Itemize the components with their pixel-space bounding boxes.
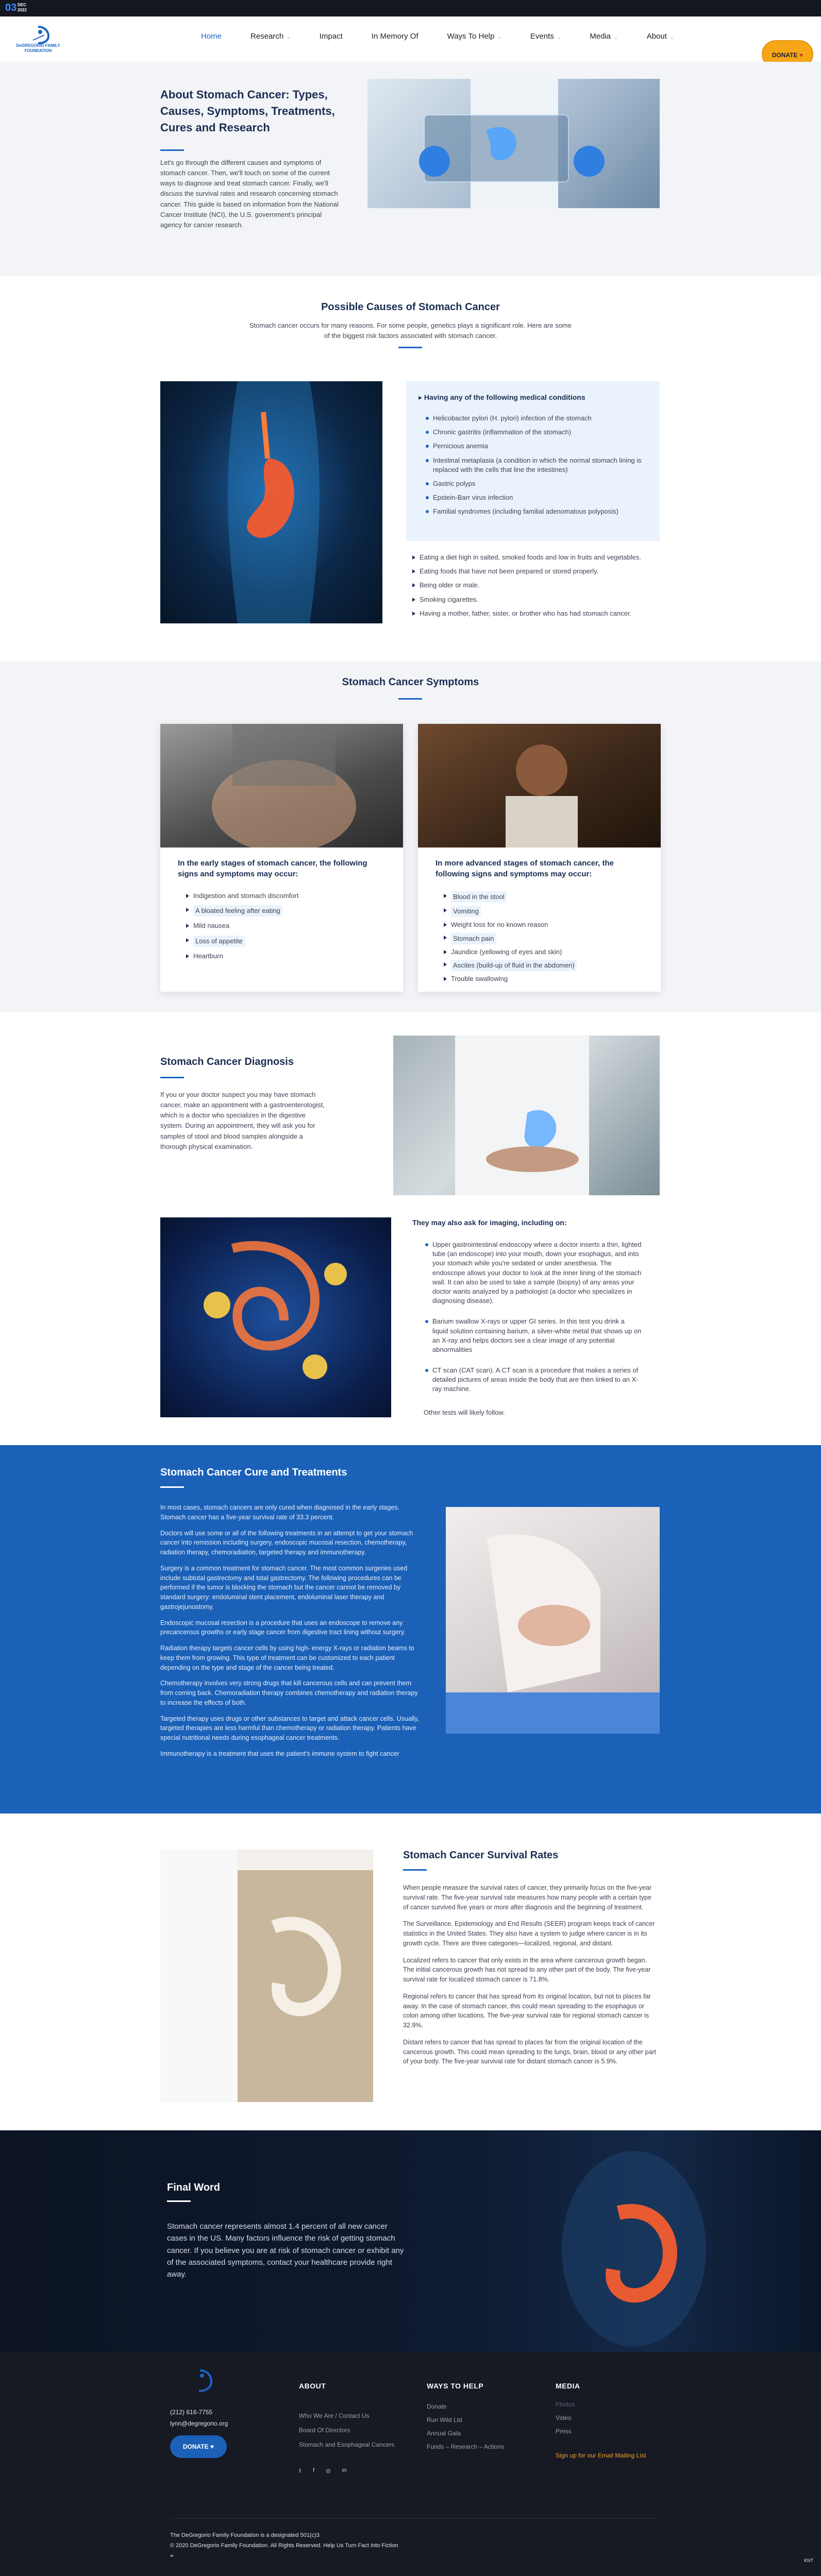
logo-text: DeGREGORIO FAMILY FOUNDATION <box>16 43 60 53</box>
hero-title-rule <box>160 149 184 151</box>
top-date-bar <box>0 0 821 16</box>
list-item <box>186 905 382 917</box>
late-symptoms-heading: In more advanced stages of stomach cancer, the following signs and symptoms may occur: <box>435 859 614 878</box>
footer-email[interactable]: lynn@degregorio.org <box>170 2420 228 2427</box>
list-item <box>186 921 382 930</box>
chevron-down-icon: ⌄ <box>614 35 618 40</box>
doctor-hologram-icon <box>393 1036 660 1195</box>
symptom-text: Mild nausea <box>193 922 230 930</box>
treatment-text <box>160 1503 421 1759</box>
symptoms-section <box>0 661 821 1012</box>
doctor-tablet-illustration-icon <box>367 79 660 208</box>
early-symptoms-card <box>160 724 403 992</box>
footer-link[interactable]: Donate <box>427 2403 447 2410</box>
symptom-text: Loss of appetite <box>193 936 245 947</box>
treatment-paragraph: Targeted therapy uses drugs or other substances to target and attack cancer cells. Usually, targeted therapies are less harmful than chemotherapy or radiation therapy. Patients have special nutritional needs during esophageal cancer treatments. <box>160 1715 420 1741</box>
woman-abdominal-pain-icon <box>446 1507 660 1734</box>
list-item: Gastric polyps <box>426 479 642 488</box>
list-item <box>186 952 382 961</box>
footer-donate-label: DONATE <box>182 2443 209 2450</box>
list-item: Eating a diet high in salted, smoked foods and low in fruits and vegetables. <box>412 553 660 562</box>
symptom-text: Vomiting <box>451 906 481 917</box>
footer-corner-badge: KNT <box>804 2558 813 2563</box>
hero-doctor-image <box>367 79 660 208</box>
date-year: 2022 <box>18 8 27 12</box>
abdominal-pain-image <box>446 1507 660 1734</box>
treatment-paragraph: Immunotherapy is a treatment that uses the patient's immune system to fight cancer <box>160 1750 399 1757</box>
survival-title: Stomach Cancer Survival Rates <box>403 1850 559 1861</box>
treatment-paragraph: Doctors will use some or all of the following treatments in an attempt to get your stomach cancer into remission including surgery, endoscopic mucosal resection, chemotherapy, radiation therapy, chemoradiation, targeted therapy and immunotherapy. <box>160 1529 413 1556</box>
treatment-paragraph: In most cases, stomach cancers are only cured when diagnosed in the early stages. Stomach cancer has a five-year survival rate of 33.3 percent. <box>160 1504 400 1521</box>
list-item: Upper gastrointestinal endoscopy where a doctor inserts a thin, lighted tube (an endoscope) into your mouth, down your esophagus, and into your stomach while you're sedated or under anesthesia. The endoscope allows your doctor to look at the inner lining of the stomach wall. It can also be used to take a sample (biopsy) of any areas your doctor wants analyzed by a pathologist (a doctor who specializes in diagnosing disease). <box>425 1240 642 1306</box>
body-scan-illustration-icon <box>160 381 382 623</box>
treatment-paragraph: Surgery is a common treatment for stomach cancer. The most common surgeries used include subtotal gastrectomy and total gastrectomy. The following procedures can be performed if the tumor is blocking the stomach but the cancer cannot be removed by standard surgery: endoluminal stent placement, endoluminal laser therapy and gastrojejunostomy. <box>160 1564 408 1611</box>
early-symptoms-list <box>186 891 382 965</box>
linkedin-icon[interactable]: in <box>342 2467 347 2473</box>
survival-text <box>403 1883 658 2066</box>
causes-rule <box>398 347 422 348</box>
nav-media-label: Media <box>590 32 611 41</box>
list-item: Helicobacter pylori (H. pylori) infection of the stomach <box>426 414 642 423</box>
footer-legal-501c3: The DeGregorio Family Foundation is a designated 501(c)3 <box>170 2532 320 2538</box>
twitter-icon[interactable]: 𝕥 <box>299 2468 302 2474</box>
footer-media-title: MEDIA <box>556 2382 580 2390</box>
diagnosis-body: If you or your doctor suspect you may have stomach cancer, make an appointment with a gastroenterologist, which is a doctor who specializes in the digestive system. During an appointment, they will ask you for samples of stool and blood samples alongside a thorough physical examination. <box>160 1091 325 1150</box>
facebook-icon[interactable]: f <box>313 2467 315 2473</box>
person-holding-stomach-icon <box>160 724 403 848</box>
imaging-footer: Other tests will likely follow. <box>424 1409 505 1416</box>
symptom-text: Weight loss for no known reason <box>451 921 548 929</box>
nav-about-label: About <box>646 32 667 41</box>
footer-link[interactable]: Board Of Directors <box>299 2427 350 2434</box>
symptom-text: Stomach pain <box>451 933 496 944</box>
conditions-list <box>426 414 642 521</box>
list-item <box>444 933 640 944</box>
nav-events-label: Events <box>530 32 554 41</box>
list-item: Being older or male. <box>412 581 660 590</box>
survival-rule <box>403 1869 427 1871</box>
date-month: DEC <box>18 3 26 7</box>
instagram-icon[interactable]: ◎ <box>326 2468 331 2474</box>
site-footer <box>0 2352 821 2576</box>
footer-link[interactable]: Stomach and Esophageal Cancers <box>299 2441 395 2448</box>
final-word-title: Final Word <box>167 2182 220 2193</box>
nav-home-label: Home <box>201 32 222 41</box>
footer-link[interactable]: Funds – Research – Actions <box>427 2443 505 2450</box>
nav-home[interactable] <box>201 32 222 47</box>
symptom-text: Indigestion and stomach discomfort <box>193 892 299 900</box>
footer-donate-button[interactable] <box>170 2435 227 2458</box>
list-item: Having a mother, father, sister, or brother who has had stomach cancer. <box>412 609 660 618</box>
list-item: Familial syndromes (including familial adenomatous polyposis) <box>426 507 642 516</box>
footer-about-title: ABOUT <box>299 2382 326 2390</box>
symptom-text: Ascites (build-up of fluid in the abdomen) <box>451 960 577 971</box>
nav-ways-label: Ways To Help <box>447 32 495 41</box>
symptom-text: Blood in the stool <box>451 891 507 903</box>
nav-media[interactable] <box>590 32 617 47</box>
nav-impact[interactable] <box>320 32 343 47</box>
conditions-box-title <box>418 393 585 402</box>
causes-intro: Stomach cancer occurs for many reasons. For some people, genetics plays a significant role. Here are some of the biggest risk factors associated with stomach cancer. <box>249 321 572 340</box>
imaging-list <box>425 1240 642 1405</box>
symptom-text: Jaundice (yellowing of eyes and skin) <box>451 947 562 956</box>
final-word-body: Stomach cancer represents almost 1.4 percent of all new cancer cases in the US. Many factors influence the risk of getting stomach cancer. If you believe you are at risk of stomach cancer or exhibit any of the associated symptoms, contact your healthcare provide right away. <box>167 2222 404 2279</box>
treatment-rule <box>160 1486 184 1488</box>
list-item: CT scan (CAT scan). A CT scan is a procedure that makes a series of detailed pictures of areas inside the body that are then linked to an X-ray machine. <box>425 1366 642 1394</box>
doctor-stomach-hologram-image <box>393 1036 660 1195</box>
footer-link[interactable]: Annual Gala <box>427 2430 461 2437</box>
doctor-stomach-illustration-icon <box>160 1850 373 2102</box>
hero-title: About Stomach Cancer: Types, Causes, Symptoms, Treatments, Cures and Research <box>160 88 335 134</box>
survival-paragraph: When people measure the survival rates of cancer, they primarily focus on the five-year survival rate. The five-year survival rate measures how many people with a certain type of cancer survived five years or more after diagnosis and the beginning of treatment. <box>403 1884 652 1911</box>
footer-link[interactable]: Video <box>556 2414 572 2421</box>
treatment-paragraph: Endoscopic mucosal resection is a procedure that uses an endoscope to remove any precancerous growths or early stage cancer from digestive tract lining without surgery. <box>160 1619 406 1636</box>
date-badge <box>5 2 26 15</box>
footer-help-title: WAYS TO HELP <box>427 2382 484 2390</box>
site-logo[interactable] <box>12 26 64 54</box>
stomach-xray-image <box>160 381 382 623</box>
heart-icon: ♥ <box>799 52 803 59</box>
late-symptoms-list <box>444 891 640 987</box>
main-navigation <box>0 16 821 62</box>
nav-in-memory-label: In Memory Of <box>371 32 418 41</box>
symptoms-title: Stomach Cancer Symptoms <box>342 676 479 688</box>
survival-paragraph: The Surveillance, Epidemiology and End Results (SEER) program keeps track of cancer statistics in the United States. They also have a system to judge where cancer is in its growth cycle. There are three categories—localized, regional, and distant. <box>403 1920 655 1947</box>
doctor-stomach-image <box>160 1850 373 2102</box>
stomach-glow-illustration-icon <box>0 2130 821 2352</box>
other-risk-list <box>412 553 660 623</box>
list-item <box>186 891 382 901</box>
diagnosis-rule <box>160 1077 184 1078</box>
list-item: Intestinal metaplasia (a condition in which the normal stomach lining is replaced with the cells that line the intestines) <box>426 456 642 474</box>
footer-copyright: © 2020 DeGregorio Family Foundation. All Rights Reserved. Help Us Turn Fact Into Fiction <box>170 2543 398 2549</box>
symptoms-rule <box>398 698 422 700</box>
footer-mark-icon: ▰ <box>170 2553 174 2558</box>
list-item <box>444 947 640 957</box>
nav-ways-to-help[interactable] <box>447 32 501 47</box>
digestive-system-image <box>160 1217 391 1417</box>
footer-logo[interactable] <box>170 2367 227 2398</box>
late-symptoms-card <box>418 724 661 992</box>
hero-body: Let's go through the different causes and symptoms of stomach cancer. Then, we'll touch on some of the current ways to diagnose and treat stomach cancer. Finally, we'll discuss the survival rates and research concerning stomach cancer. This guide is based on information from the National Cancer Institute (NCI), the U.S. government's principal agency for cancer research. <box>160 159 339 229</box>
list-item <box>186 936 382 947</box>
list-item: Chronic gastritis (inflammation of the stomach) <box>426 428 642 437</box>
final-word-rule <box>167 2200 191 2202</box>
footer-link[interactable]: Photos <box>556 2401 575 2408</box>
list-item: Pernicious anemia <box>426 442 642 451</box>
footer-link[interactable]: Who We Are / Contact Us <box>299 2412 370 2419</box>
chevron-down-icon: ⌄ <box>497 35 501 40</box>
survival-paragraph: Localized refers to cancer that only exists in the area where cancerous growth began. The initial cancerous growth has not spread to any other part of the body. The five-year survival rate for localized stomach cancer is 71.8%. <box>403 1956 651 1983</box>
list-item <box>444 960 640 971</box>
symptom-text: Heartburn <box>193 952 223 960</box>
survival-paragraph: Distant refers to cancer that has spread to places far from the original location of the cancerous growth. This could mean spreading to the lungs, brain, blood or any other part of your body. The five-year survival rate for distant stomach cancer is 5.9%. <box>403 2038 657 2065</box>
logo-mark-icon <box>170 2367 227 2398</box>
list-item: Epstein-Barr virus infection <box>426 493 642 502</box>
list-item <box>444 906 640 917</box>
nav-about[interactable] <box>647 32 674 47</box>
nav-impact-label: Impact <box>319 32 343 41</box>
footer-phone[interactable]: (212) 616-7755 <box>170 2409 213 2416</box>
triangle-bullet-icon: ▸ <box>418 393 423 401</box>
person-in-pain-icon <box>418 724 661 848</box>
symptom-text: A bloated feeling after eating <box>193 905 282 917</box>
nav-events[interactable] <box>530 32 561 47</box>
social-icons <box>299 2467 346 2474</box>
treatment-paragraph: Chemotherapy involves very strong drugs that kill cancerous cells and can prevent them from coming back. Chemoradiation therapy combines chemotherapy and radiation therapy to increase the effects of both. <box>160 1680 418 1706</box>
list-item: Barium swallow X-rays or upper GI series. In this test you drink a liquid solution containing barium, a silver-white metal that shows up on an X-ray and helps doctors see a clear image of any potential abnormalities <box>425 1317 642 1354</box>
diagnosis-title: Stomach Cancer Diagnosis <box>160 1056 294 1067</box>
late-symptoms-image <box>418 724 661 848</box>
early-symptoms-image <box>160 724 403 848</box>
conditions-title-text: Having any of the following medical conditions <box>424 393 585 401</box>
nav-research-label: Research <box>250 32 284 41</box>
chevron-down-icon: ⌄ <box>557 35 561 40</box>
logo-mark-icon <box>12 26 64 44</box>
chevron-down-icon: ⌄ <box>669 35 674 40</box>
treatment-paragraph: Radiation therapy targets cancer cells by using high- energy X-rays or radiation beams to keep them from growing. This type of treatment can be customized to each patient depending on the type and stage of the cancer being treated. <box>160 1645 414 1671</box>
nav-menu <box>201 32 702 47</box>
donate-label: DONATE <box>772 52 798 59</box>
footer-divider <box>170 2518 660 2519</box>
list-item <box>444 920 640 929</box>
causes-title: Possible Causes of Stomach Cancer <box>321 301 500 313</box>
date-day: 03 <box>5 2 17 13</box>
imaging-heading: They may also ask for imaging, including on: <box>412 1218 567 1227</box>
treatment-title: Stomach Cancer Cure and Treatments <box>160 1467 347 1478</box>
list-item: Smoking cigarettes. <box>412 595 660 604</box>
heart-icon: ♥ <box>210 2443 214 2450</box>
symptom-text: Trouble swallowing <box>451 975 508 983</box>
chevron-down-icon: ⌄ <box>287 35 291 40</box>
list-item <box>444 891 640 903</box>
survival-paragraph: Regional refers to cancer that has spread from its original location, but not to places far away. In the case of stomach cancer, this could mean spreading to the esophagus or colon among other locations. The five-year survival rate for regional stomach cancer is 32.9%. <box>403 1992 651 2029</box>
final-word-section <box>0 2130 821 2352</box>
footer-link[interactable]: Press <box>556 2428 572 2435</box>
nav-in-memory-of[interactable] <box>372 32 418 47</box>
list-item: Eating foods that have not been prepared or stored properly. <box>412 567 660 576</box>
list-item <box>444 974 640 984</box>
early-symptoms-heading: In the early stages of stomach cancer, the following signs and symptoms may occur: <box>178 859 367 878</box>
digestive-cells-illustration-icon <box>160 1217 391 1417</box>
nav-research[interactable] <box>250 32 291 47</box>
email-signup-link[interactable]: Sign up for our Email Mailing List <box>556 2452 646 2459</box>
footer-link[interactable]: Run Wild Ltd <box>427 2416 462 2424</box>
